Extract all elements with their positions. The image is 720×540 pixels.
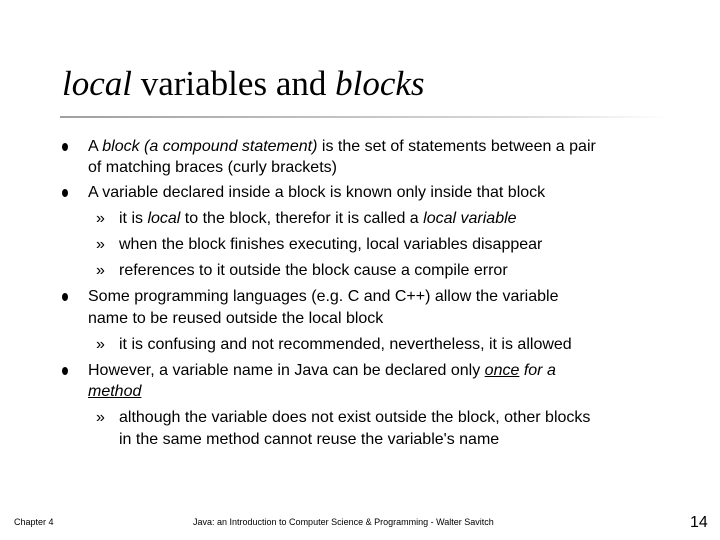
sub-bullet-2-1: it is local to the block, therefor it is called a local variable: [119, 210, 517, 227]
bullet-3-line-2: name to be reused outside the local block: [88, 310, 384, 327]
bullet-dot-icon: [62, 189, 68, 197]
bullet-3-line-1: Some programming languages (e.g. C and C++) allow the variable: [88, 288, 559, 305]
title-word-local: local: [62, 64, 132, 103]
bullet-1-line-1: A block (a compound statement) is the set of statements between a pair: [88, 138, 596, 155]
sub-bullet-2-3: references to it outside the block cause a compile error: [119, 262, 508, 279]
sub-bullet-marker-icon: »: [96, 336, 105, 353]
bullet-dot-icon: [62, 367, 68, 375]
bullet-1-line-2: of matching braces (curly brackets): [88, 159, 337, 176]
footer-chapter: Chapter 4: [14, 517, 54, 527]
sub-bullet-marker-icon: »: [96, 409, 105, 426]
sub-bullet-marker-icon: »: [96, 210, 105, 227]
sub-bullet-marker-icon: »: [96, 236, 105, 253]
title-middle: variables and: [131, 64, 336, 103]
sub-bullet-4-1-line-2: in the same method cannot reuse the variable's name: [119, 431, 500, 448]
bullet-4-line-2: [88, 381, 141, 403]
sub-bullet-3-1: it is confusing and not recommended, nevertheless, it is allowed: [119, 336, 572, 353]
method-emphasis: method: [88, 383, 142, 400]
bullet-dot-icon: [62, 293, 68, 301]
once-emphasis: once: [484, 362, 520, 379]
bullet-dot-icon: [62, 143, 68, 151]
bullet-2-line-1: A variable declared inside a block is known only inside that block: [88, 184, 546, 201]
sub-bullet-marker-icon: »: [96, 262, 105, 279]
footer-course-title: Java: an Introduction to Computer Science & Programming - Walter Savitch: [193, 517, 494, 527]
page-number: 14: [690, 514, 708, 531]
bullet-4-line-1: However, a variable name in Java can be declared only once for a: [88, 362, 556, 379]
sub-bullet-2-2: when the block finishes executing, local variables disappear: [119, 236, 543, 253]
block-term: block (a compound statement): [102, 138, 318, 155]
title-word-blocks: blocks: [335, 64, 425, 103]
sub-bullet-4-1-line-1: although the variable does not exist outside the block, other blocks: [119, 409, 591, 426]
